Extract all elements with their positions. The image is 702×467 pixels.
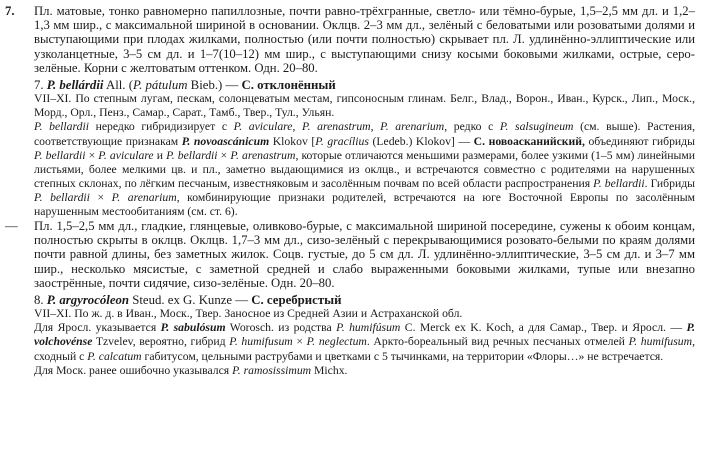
taxon-name: P. humifusum (229, 335, 293, 349)
text-run: (см. выше). Растения, соответствующие признакам (34, 120, 696, 148)
taxon-name: P. salsugineum (499, 120, 574, 134)
couplet-text (34, 219, 695, 290)
text-run: 7. (34, 78, 47, 93)
taxon-name: P. neglectum (306, 335, 367, 349)
text-run: . Аркто-бореальный вид речных песчаных отмелей (366, 335, 629, 349)
key-couplet (5, 4, 695, 75)
taxon-name: P. arenastrum (302, 120, 371, 134)
key-couplet (5, 219, 695, 290)
text-run: VII–XI. По степным лугам, пескам, солонцеватым местам, гипсоносным глинам. Белг., Влад., Ворон., Иван., Курск., Лип., Моск., Морд., Орл., Пенз., Самар., Сарат., Тамб., Твер., Тул., Ульян. (34, 92, 695, 120)
text-run: , (292, 120, 302, 134)
text-run: C. Merck ex K. Koch, а для Самар., Твер. и Яросл. — (400, 321, 687, 335)
couplet-marker: 7. (5, 4, 15, 18)
text-run: × (89, 190, 112, 204)
note-paragraph (34, 92, 695, 120)
taxon-name: P. arenarium (111, 190, 177, 204)
species-heading (34, 293, 695, 307)
text-run: Пл. 1,5–2,5 мм дл., гладкие, глянцевые, оливково-бурые, с максимальной шириной посередине, сужены к обоим концам, полностью скрыты в оклцв. Оклцв. 1,7–3 мм дл., сизо-зелёный с перекрывающимися розовато-белыми по краям долями почти равной длины, без заметных жилок. Соцв. густые, до 5 см дл. Л. удлинённо-эллиптические, 3–5 см дл. и 3–7 мм шир., несколько мясистые, с заметной средней и слабо выраженными боковыми жилками, тупые или внезапно заострённые, почти сидячие, сизо-зелёные. Одн. 20–80. (34, 219, 695, 290)
note-paragraph (34, 120, 695, 219)
text-run: Пл. матовые, тонко равномерно папиллозные, почти равно-трёхгранные, светло- или тёмно-бурые, 1,5–2,5 мм дл. и 1,2–1,3 мм шир., с максимальной шириной в основании. Оклцв. 2–3 мм дл., зелёный с беловатыми или розоватыми долями и выступающими при плодах жилками, полностью (или почти полностью) скрывает пл. Л. удлинённо-эллиптические или узколанцетные, 3–5 см дл. и 1–7(10–12) мм шир., с выступающими снизу косыми боковыми жилками, острые, серо-зелёные. Корни с желтоватым оттенком. Одн. 20–80. (34, 4, 695, 75)
note-paragraph (34, 307, 695, 321)
text-run: и (153, 148, 167, 162)
text-run: VII–XI. По ж. д. в Иван., Моск., Твер. Заносное из Средней Азии и Астраханской обл. (34, 307, 463, 321)
text-run: , сходный с (34, 335, 695, 363)
text-run: , редко с (444, 120, 500, 134)
taxon-name: P. arenastrum (230, 148, 296, 162)
text-run: Для Моск. ранее ошибочно указывался (34, 363, 233, 377)
couplet-marker: — (5, 219, 18, 234)
emphasis-text: С. серебристый (251, 293, 342, 308)
text-run: , комбинирующие признаки родителей, встречаются на юге Восточной Европы по засолённым нарушенным местообитаниям (см. ст. 6). (34, 190, 696, 218)
taxon-name: P. arenarium (380, 120, 445, 134)
taxon-name: P. humifúsum (336, 321, 401, 335)
text-run: × (85, 148, 99, 162)
taxon-name: P. argyrocóleon (46, 293, 130, 308)
taxon-name: P. calcatum (87, 349, 142, 363)
taxon-name: P. aviculare (98, 148, 154, 162)
taxon-name: P. ramosissimum (232, 363, 312, 377)
text-run: объединяют гибриды (584, 134, 695, 148)
text-run: Worosch. из родства (225, 321, 337, 335)
text-run: Tzvelev, вероятно, гибрид (92, 335, 230, 349)
taxon-name: P. bellardii (34, 190, 90, 204)
taxon-name: P. bellardii (34, 148, 86, 162)
note-paragraph (34, 364, 695, 378)
taxon-name: P. bellardii (593, 176, 645, 190)
taxon-name: P. novoascánicum (181, 134, 270, 148)
text-run: Steud. ex G. Kunze — (129, 293, 252, 308)
text-run: , которые отличаются меньшими размерами, более узкими (1–5 мм) линейными листьями, более мелкими цв. и пл., заметно выдающимися из оклцв., и встречаются совместно с родителями на нарушенных степных склонах, по лёгким песчаным, известняковым и засолённым почвам по всей области распространения (34, 148, 696, 190)
text-run: Klokov [ (269, 134, 316, 148)
text-run: . Гибриды (644, 176, 696, 190)
taxon-name: P. bellardii (34, 120, 89, 134)
couplet-text (34, 4, 695, 75)
taxon-name: P. volchovénse (34, 321, 696, 349)
taxon-name: P. aviculare (233, 120, 293, 134)
text-run: × (217, 148, 231, 162)
note-paragraph (34, 321, 695, 363)
page-text (5, 4, 695, 378)
text-run: (Ledeb.) Klokov] — (368, 134, 474, 148)
text-run: Для Яросл. указывается (34, 321, 161, 335)
text-run: All. ( (103, 78, 133, 93)
taxon-name: P. bellárdii (46, 78, 104, 93)
taxon-name: P. bellardii (166, 148, 218, 162)
taxon-name: P. sabulósum (160, 321, 226, 335)
text-run: нередко гибридизирует с (88, 120, 234, 134)
text-run: , (370, 120, 381, 134)
taxon-name: P. pátulum (132, 78, 188, 93)
text-run: × (292, 335, 307, 349)
taxon-name: P. humifusum (628, 335, 693, 349)
emphasis-text: С. новоасканийский, (473, 134, 585, 148)
text-run: 8. (34, 293, 47, 308)
text-run: габитусом, цельными раструбами и цветками с 5 тычинками, на территории «Флоры…» не встречается. (141, 349, 664, 363)
species-heading (34, 78, 695, 92)
text-run: Michx. (311, 363, 348, 377)
text-run: Bieb.) — (187, 78, 242, 93)
emphasis-text: С. отклонённый (241, 78, 336, 93)
taxon-name: P. gracílius (315, 134, 369, 148)
